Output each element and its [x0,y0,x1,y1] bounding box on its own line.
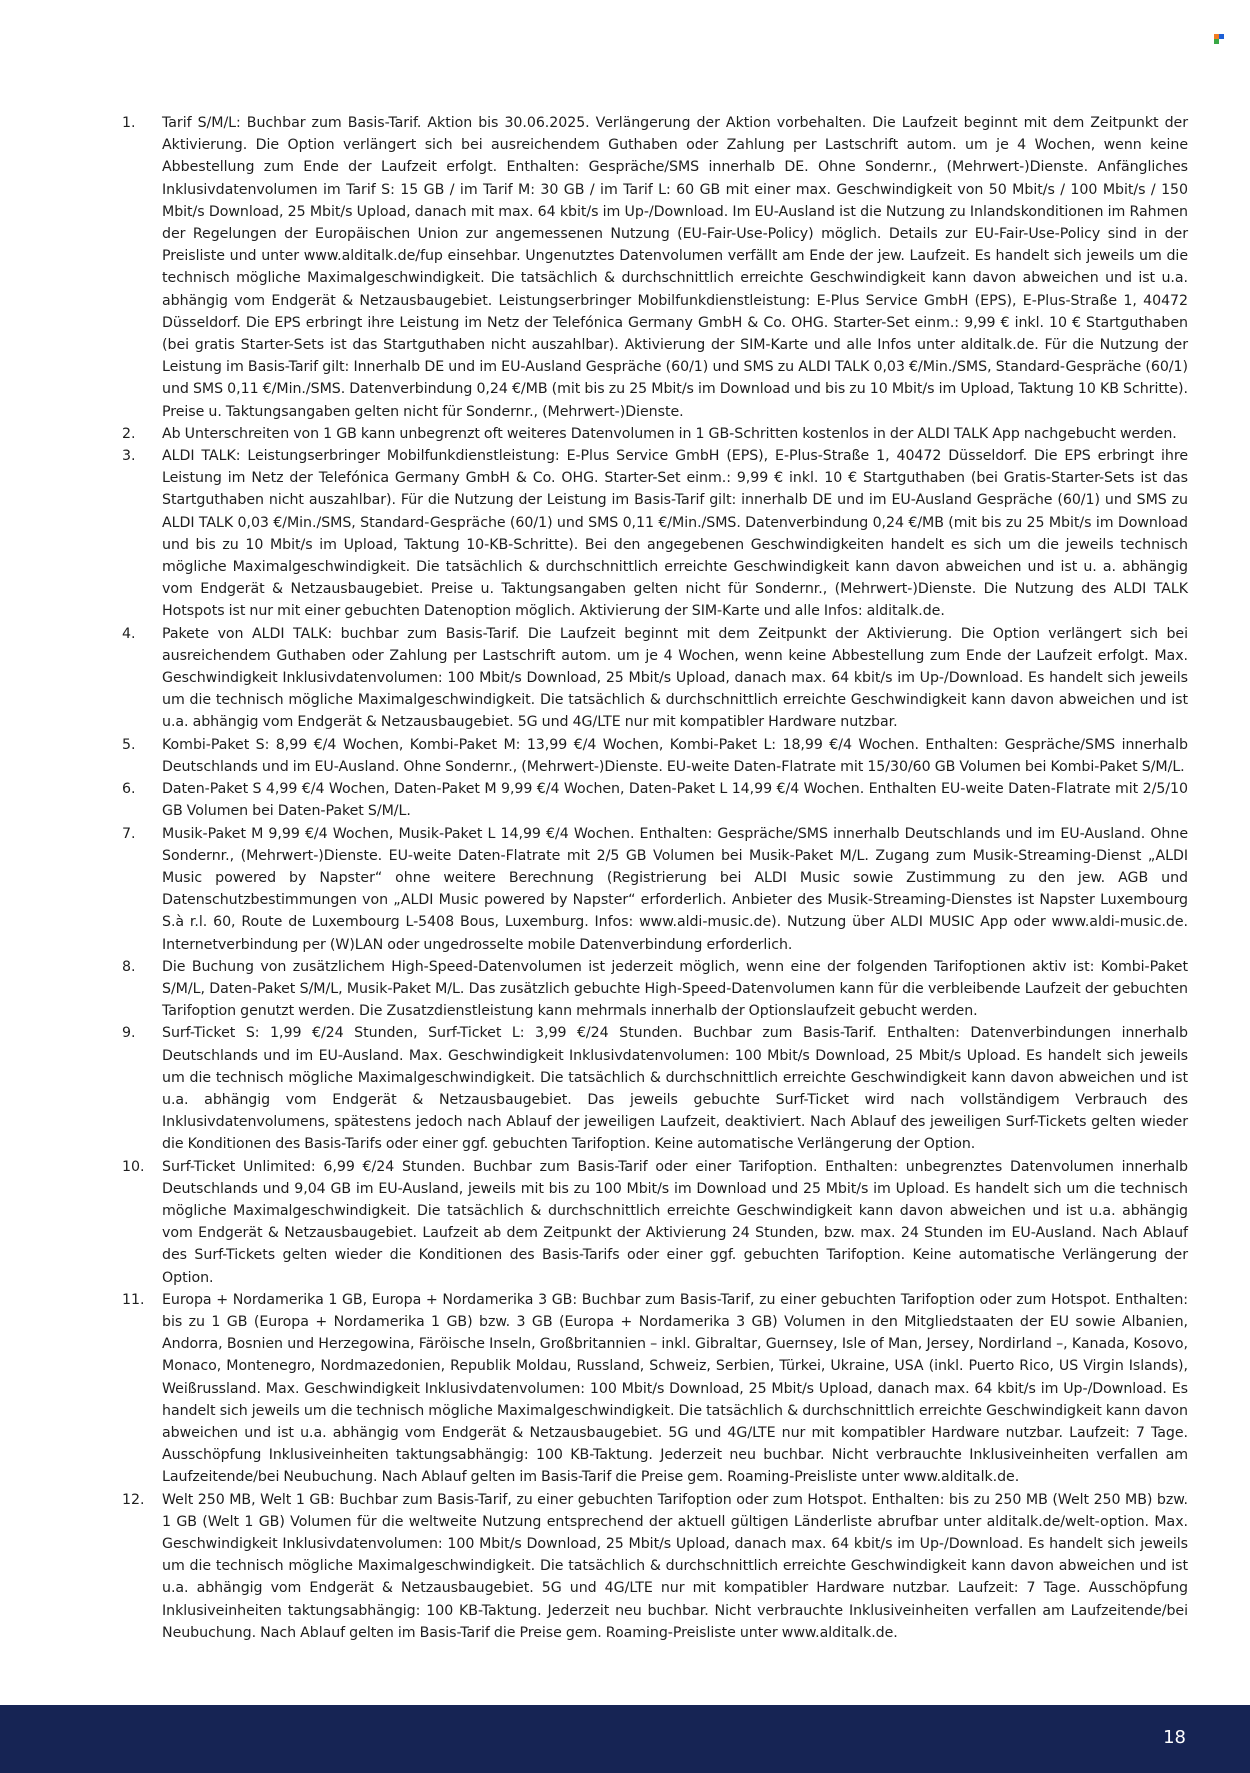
footnote-text: Tarif S/M/L: Buchbar zum Basis-Tarif. Aktion bis 30.06.2025. Verlängerung der Aktion vorbehalten. Die Laufzeit beginnt mit dem Zeitpunkt der Aktivierung. Die Option verlängert sich bei ausreichendem Guthaben oder Zahlung per Lastschrift autom. um je 4 Wochen, wenn keine Abbestellung zum Ende der Laufzeit erfolgt. Enthalten: Gespräche/SMS innerhalb DE. Ohne Sondernr., (Mehrwert-)Dienste. Anfängliches Inklusivdatenvolumen im Tarif S: 15 GB / im Tarif M: 30 GB / im Tarif L: 60 GB mit einer max. Geschwindigkeit von 50 Mbit/s / 100 Mbit/s / 150 Mbit/s Download, 25 Mbit/s Upload, danach mit max. 64 kbit/s im Up-/Download. Im EU-Ausland ist die Nutzung zu Inlandskonditionen im Rahmen der Regelungen der Europäischen Union zur angemessenen Nutzung (EU-Fair-Use-Policy) möglich. Details zur EU-Fair-Use-Policy sind in der Preisliste und unter www.alditalk.de/fup einsehbar. Ungenutztes Datenvolumen verfällt am Ende der jew. Laufzeit. Es handelt sich jeweils um die technisch mögliche Maximalgeschwindigkeit. Die tatsächlich & durchschnittlich erreichte Geschwindigkeit kann davon abweichen und ist u.a. abhängig vom Endgerät & Netzausbaugebiet. Leistungserbringer Mobilfunkdienstleistung: E-Plus Service GmbH (EPS), E-Plus-Straße 1, 40472 Düsseldorf. Die EPS erbringt ihre Leistung im Netz der Telefónica Germany GmbH & Co. OHG. Starter-Set einm.: 9,99 € inkl. 10 € Startguthaben (bei gratis Starter-Sets ist das Startguthaben nicht auszahlbar). Aktivierung der SIM-Karte und alle Infos unter alditalk.de. Für die Nutzung der Leistung im Basis-Tarif gilt: Innerhalb DE und im EU-Ausland Gespräche (60/1) und SMS zu ALDI TALK 0,03 €/Min./SMS, Standard-Gespräche (60/1) und SMS 0,11 €/Min./SMS. Datenverbindung 0,24 €/MB (mit bis zu 25 Mbit/s im Download und bis zu 10 Mbit/s im Upload, Taktung 10 KB Schritte). Preise u. Taktungsangaben gelten nicht für Sondernr., (Mehrwert-)Dienste. [162,115,1188,420]
footnote-number: 10. [122,1158,145,1175]
footnote-text: Musik-Paket M 9,99 €/4 Wochen, Musik-Paket L 14,99 €/4 Wochen. Enthalten: Gespräche/SMS innerhalb Deutschlands und im EU-Ausland. Ohne Sondernr., (Mehrwert-)Dienste. EU-weite Daten-Flatrate mit 2/5 GB Volumen bei Musik-Paket M/L. Zugang zum Musik-Streaming-Dienst „ALDI Music powered by Napster“ ohne weitere Berechnung (Registrierung bei ALDI Music sowie Zustimmung zu den jew. AGB und Datenschutzbestimmungen von „ALDI Music powered by Napster“ erforderlich. Anbieter des Musik-Streaming-Dienstes ist Napster Luxembourg S.à r.l. 60, Route de Luxembourg L-5408 Bous, Luxemburg. Infos: www.aldi-music.de). Nutzung über ALDI MUSIC App oder www.aldi-music.de. Internetverbindung per (W)LAN oder ungedrosselte mobile Datenverbindung erforderlich. [162,825,1188,953]
aldi-talk-logo-icon [1214,34,1224,44]
footnote-number: 5. [122,736,136,753]
footnote-text: Pakete von ALDI TALK: buchbar zum Basis-Tarif. Die Laufzeit beginnt mit dem Zeitpunkt der Aktivierung. Die Option verlängert sich bei ausreichendem Guthaben oder Zahlung per Lastschrift autom. um je 4 Wochen, wenn keine Abbestellung zum Ende der Laufzeit erfolgt. Max. Geschwindigkeit Inklusivdatenvolumen: 100 Mbit/s Download, 25 Mbit/s Upload, danach max. 64 kbit/s im Up-/Download. Es handelt sich jeweils um die technisch mögliche Maximalgeschwindigkeit. Die tatsächlich & durchschnittlich erreichte Geschwindigkeit kann davon abweichen und ist u.a. abhängig vom Endgerät & Netzausbaugebiet. 5G und 4G/LTE nur mit kompatibler Hardware nutzbar. [162,625,1188,731]
footnote-item [122,1022,1188,1155]
footnote-number: 1. [122,115,136,131]
page-number: 18 [1163,1727,1186,1748]
footnote-text: Welt 250 MB, Welt 1 GB: Buchbar zum Basis-Tarif, zu einer gebuchten Tarifoption oder zum Hotspot. Enthalten: bis zu 250 MB (Welt 250 MB) bzw. 1 GB (Welt 1 GB) Volumen für die weltweite Nutzung entsprechend der aktuell gültigen Länderliste abrufbar unter alditalk.de/welt-option. Max. Geschwindigkeit Inklusivdatenvolumen: 100 Mbit/s Download, 25 Mbit/s Upload, danach max. 64 kbit/s im Up-/Download. Es handelt sich jeweils um die technisch mögliche Maximalgeschwindigkeit. Die tatsächlich & durchschnittlich erreichte Geschwindigkeit kann davon abweichen und ist u.a. abhängig vom Endgerät & Netzausbaugebiet. 5G und 4G/LTE nur mit kompatibler Hardware nutzbar. Laufzeit: 7 Tage. Ausschöpfung Inklusiveinheiten taktungsabhängig: 100 KB-Taktung. Jederzeit neu buchbar. Nicht verbrauchte Inklusiveinheiten verfallen am Laufzeitende/bei Neubuchung. Nach Ablauf gelten im Basis-Tarif die Preise gem. Roaming-Preisliste unter www.alditalk.de. [162,1491,1188,1641]
footnote-item [122,445,1188,623]
footnote-text: ALDI TALK: Leistungserbringer Mobilfunkdienstleistung: E-Plus Service GmbH (EPS), E-Plus-Straße 1, 40472 Düsseldorf. Die EPS erbringt ihre Leistung im Netz der Telefónica Germany GmbH & Co. OHG. Starter-Set einm.: 9,99 € inkl. 10 € Startguthaben (bei Gratis-Starter-Sets ist das Startguthaben nicht auszahlbar). Für die Nutzung der Leistung im Basis-Tarif gilt: innerhalb DE und im EU-Ausland Gespräche (60/1) und SMS zu ALDI TALK 0,03 €/Min./SMS, Standard-Gespräche (60/1) und SMS 0,11 €/Min./SMS. Datenverbindung 0,24 €/MB (mit bis zu 25 Mbit/s im Download und bis zu 10 Mbit/s im Upload, Taktung 10-KB-Schritte). Bei den angegebenen Geschwindigkeiten handelt es sich um die jeweils technisch mögliche Maximalgeschwindigkeit. Die tatsächlich & durchschnittlich erreichte Geschwindigkeit kann davon abweichen und ist u. a. abhängig vom Endgerät & Netzausbaugebiet. Preise u. Taktungsangaben gelten nicht für Sondernr., (Mehrwert-)Dienste. Die Nutzung des ALDI TALK Hotspots ist nur mit einer gebuchten Datenoption möglich. Aktivierung der SIM-Karte und alle Infos: alditalk.de. [162,448,1188,620]
footnote-number: 2. [122,425,136,442]
footnote-item [122,423,1188,445]
footnote-number: 11. [122,1291,145,1308]
footnote-number: 6. [122,781,136,798]
footnote-item [122,1156,1188,1289]
footnote-number: 3. [122,448,136,465]
footnote-number: 7. [122,825,136,842]
footnote-text: Kombi-Paket S: 8,99 €/4 Wochen, Kombi-Paket M: 13,99 €/4 Wochen, Kombi-Paket L: 18,99 €/4 Wochen. Enthalten: Gespräche/SMS innerhalb Deutschlands und im EU-Ausland. Ohne Sondernr., (Mehrwert-)Dienste. EU-weite Daten-Flatrate mit 15/30/60 GB Volumen bei Kombi-Paket S/M/L. [162,736,1188,775]
footnote-text: Ab Unterschreiten von 1 GB kann unbegrenzt oft weiteres Datenvolumen in 1 GB-Schritten kostenlos in der ALDI TALK App nachgebucht werden. [162,425,1177,442]
footnote-item [122,734,1188,778]
footnote-text: Surf-Ticket Unlimited: 6,99 €/24 Stunden. Buchbar zum Basis-Tarif oder einer Tarifoption. Enthalten: unbegrenztes Datenvolumen innerhalb Deutschlands und 9,04 GB im EU-Ausland, jeweils mit bis zu 100 Mbit/s im Download und 25 Mbit/s im Upload. Es handelt sich um die technisch mögliche Maximalgeschwindigkeit. Die tatsächlich & durchschnittlich erreichte Geschwindigkeit kann davon abweichen und ist u.a. abhängig vom Endgerät & Netzausbaugebiet. Laufzeit ab dem Zeitpunkt der Aktivierung 24 Stunden, bzw. max. 24 Stunden im EU-Ausland. Nach Ablauf des Surf-Tickets gelten wieder die Konditionen des Basis-Tarifs oder einer ggf. gebuchten Tarifoption. Keine automatische Verlängerung der Option. [162,1158,1188,1286]
footnote-text: Daten-Paket S 4,99 €/4 Wochen, Daten-Paket M 9,99 €/4 Wochen, Daten-Paket L 14,99 €/4 Wochen. Enthalten EU-weite Daten-Flatrate mit 2/5/10 GB Volumen bei Daten-Paket S/M/L. [162,781,1188,820]
footnote-item [122,956,1188,1023]
footnote-number: 9. [122,1025,136,1042]
footnote-item [122,778,1188,822]
footer-bar [0,1705,1250,1773]
footnote-text: Surf-Ticket S: 1,99 €/24 Stunden, Surf-Ticket L: 3,99 €/24 Stunden. Buchbar zum Basis-Tarif. Enthalten: Datenverbindungen innerhalb Deutschlands und im EU-Ausland. Max. Geschwindigkeit Inklusivdatenvolumen: 100 Mbit/s Download, 25 Mbit/s Upload. Es handelt sich jeweils um die technisch mögliche Maximalgeschwindigkeit. Die tatsächlich & durchschnittlich erreichte Geschwindigkeit kann davon abweichen und ist u.a. abhängig vom Endgerät & Netzausbaugebiet. Das jeweils gebuchte Surf-Ticket wird nach vollständigem Verbrauch des Inklusivdatenvolumens, spätestens jedoch nach Ablauf der jeweiligen Laufzeit, deaktiviert. Nach Ablauf des jeweiligen Surf-Tickets gelten wieder die Konditionen des Basis-Tarifs oder einer ggf. gebuchten Tarifoption. Keine automatische Verlängerung der Option. [162,1025,1188,1153]
footnote-item [122,1289,1188,1489]
footnote-item [122,1489,1188,1644]
footnote-item [122,112,1188,423]
footnote-number: 12. [122,1491,145,1508]
logo-green-square [1214,39,1219,44]
footnote-item [122,823,1188,956]
footnotes-list [122,112,1188,1644]
logo-blue-square [1219,34,1224,39]
footnote-item [122,623,1188,734]
footnote-text: Die Buchung von zusätzlichem High-Speed-Datenvolumen ist jederzeit möglich, wenn eine der folgenden Tarifoptionen aktiv ist: Kombi-Paket S/M/L, Daten-Paket S/M/L, Musik-Paket M/L. Das zusätzlich gebuchte High-Speed-Datenvolumen kann für die verbleibende Laufzeit der gebuchten Tarifoption genutzt werden. Die Zusatzdienstleistung kann mehrmals innerhalb der Optionslaufzeit gebucht werden. [162,958,1188,1020]
footnote-number: 8. [122,958,136,975]
footnotes-section [122,112,1188,1644]
footnote-number: 4. [122,625,136,642]
footnote-text: Europa + Nordamerika 1 GB, Europa + Nordamerika 3 GB: Buchbar zum Basis-Tarif, zu einer gebuchten Tarifoption oder zum Hotspot. Enthalten: bis zu 1 GB (Europa + Nordamerika 1 GB) bzw. 3 GB (Europa + Nordamerika 3 GB) Volumen in den Mitgliedstaaten der EU sowie Albanien, Andorra, Bosnien und Herzegowina, Färöische Inseln, Großbritannien – inkl. Gibraltar, Guernsey, Isle of Man, Jersey, Nordirland –, Kanada, Kosovo, Monaco, Montenegro, Nordmazedonien, Republik Moldau, Russland, Schweiz, Serbien, Türkei, Ukraine, USA (inkl. Puerto Rico, US Virgin Islands), Weißrussland. Max. Geschwindigkeit Inklusivdatenvolumen: 100 Mbit/s Download, 25 Mbit/s Upload, danach max. 64 kbit/s im Up-/Download. Es handelt sich jeweils um die technisch mögliche Maximalgeschwindigkeit. Die tatsächlich & durchschnittlich erreichte Geschwindigkeit kann davon abweichen und ist u.a. abhängig vom Endgerät & Netzausbaugebiet. 5G und 4G/LTE nur mit kompatibler Hardware nutzbar. Laufzeit: 7 Tage. Ausschöpfung Inklusiveinheiten taktungsabhängig: 100 KB-Taktung. Jederzeit neu buchbar. Nicht verbrauchte Inklusiveinheiten verfallen am Laufzeitende/bei Neubuchung. Nach Ablauf gelten im Basis-Tarif die Preise gem. Roaming-Preisliste unter www.alditalk.de. [162,1291,1188,1486]
